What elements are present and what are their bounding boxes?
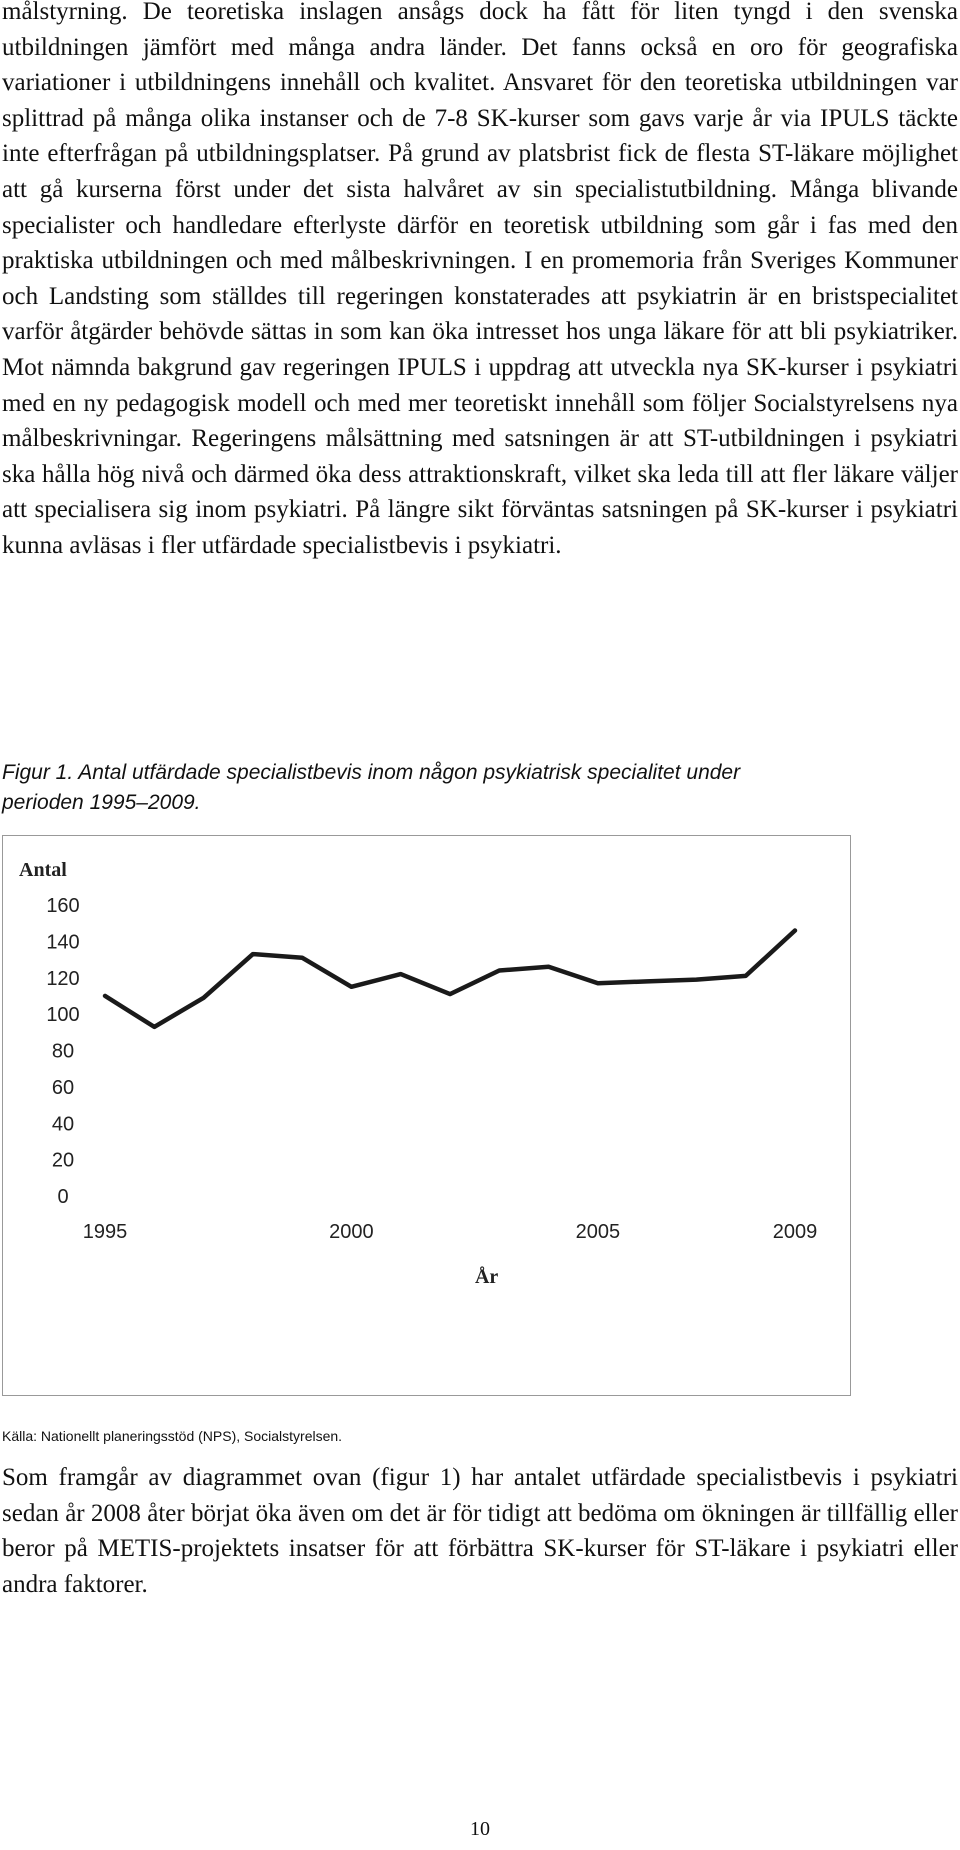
y-axis-title: Antal (19, 859, 67, 881)
figure-caption-line-1: Figur 1. Antal utfärdade specialistbevis inom någon psykiatrisk specialitet under (2, 761, 741, 784)
series-line (105, 931, 795, 1027)
body-paragraph-1: målstyrning. De teoretiska inslagen ansågs dock ha fått för liten tyngd i den svenska utbildningen jämfört med många andra länder. Det fanns också en oro för geografiska variationer i utbildningens innehåll och kvalitet. Ansvaret för den teoretiska utbildningen var splittrad på många olika instanser och de 7-8 SK-kurser som gavs varje år via IPULS täckte inte efterfrågan på utbildningsplatser. På grund av platsbrist fick de flesta ST-läkare möjlighet att gå kurserna först under det sista halvåret av sin specialistutbildning. Många blivande specialister och handledare efterlyste därför en teoretisk utbildning som går i fas med den praktiska utbildningen och med målbeskrivningen. I en promemoria från Sveriges Kommuner och Landsting som ställdes till regeringen konstaterades att psykiatrin är en bristspecialitet varför åtgärder behövde sättas in som kan öka intresset hos unga läkare för att bli psykiatriker. Mot nämnda bakgrund gav regeringen IPULS i uppdrag att utveckla nya SK-kurser i psykiatri med en ny pedagogisk modell och med mer teoretiskt innehåll som följer Socialstyrelsens nya målbeskrivningar. Regeringens målsättning med satsningen är att ST-utbildningen i psykiatri ska hålla hög nivå och därmed öka dess attraktionskraft, vilket ska leda till att fler läkare väljer att specialisera sig inom psykiatri. På längre sikt förväntas satsningen på SK-kurser i psykiatri kunna avläsas i fler utfärdade specialistbevis i psykiatri. (2, 0, 958, 559)
y-tick-label: 100 (46, 1004, 80, 1027)
figure-caption-line-2: perioden 1995–2009. (2, 791, 201, 814)
chart-frame (2, 835, 851, 1396)
y-tick-label: 60 (51, 1076, 75, 1099)
x-tick-label: 1995 (82, 1221, 128, 1243)
x-tick-label: 2000 (329, 1221, 374, 1243)
y-tick-label: 80 (51, 1040, 75, 1063)
x-axis-title: År (474, 1266, 499, 1288)
source-note: Källa: Nationellt planeringsstöd (NPS), Socialstyrelsen. (2, 1428, 343, 1444)
y-tick-label: 140 (46, 931, 80, 954)
y-tick-label: 0 (57, 1186, 69, 1208)
y-tick-label: 160 (46, 895, 80, 917)
y-tick-label: 40 (51, 1113, 75, 1136)
x-tick-label: 2009 (772, 1221, 818, 1243)
line-chart (3, 836, 850, 1395)
body-paragraph-2: Som framgår av diagrammet ovan (figur 1) har antalet utfärdade specialistbevis i psykiatri sedan år 2008 åter börjat öka även om det är för tidigt att bedöma om ökningen är tillfällig eller beror på METIS-projektets insatser för att förbättra SK-kurser för ST-läkare i psykiatri eller andra faktorer. (2, 1464, 958, 1598)
page-number: 10 (470, 1818, 490, 1840)
y-tick-label: 120 (46, 967, 80, 990)
x-tick-label: 2005 (575, 1221, 621, 1243)
y-tick-label: 20 (51, 1149, 75, 1172)
